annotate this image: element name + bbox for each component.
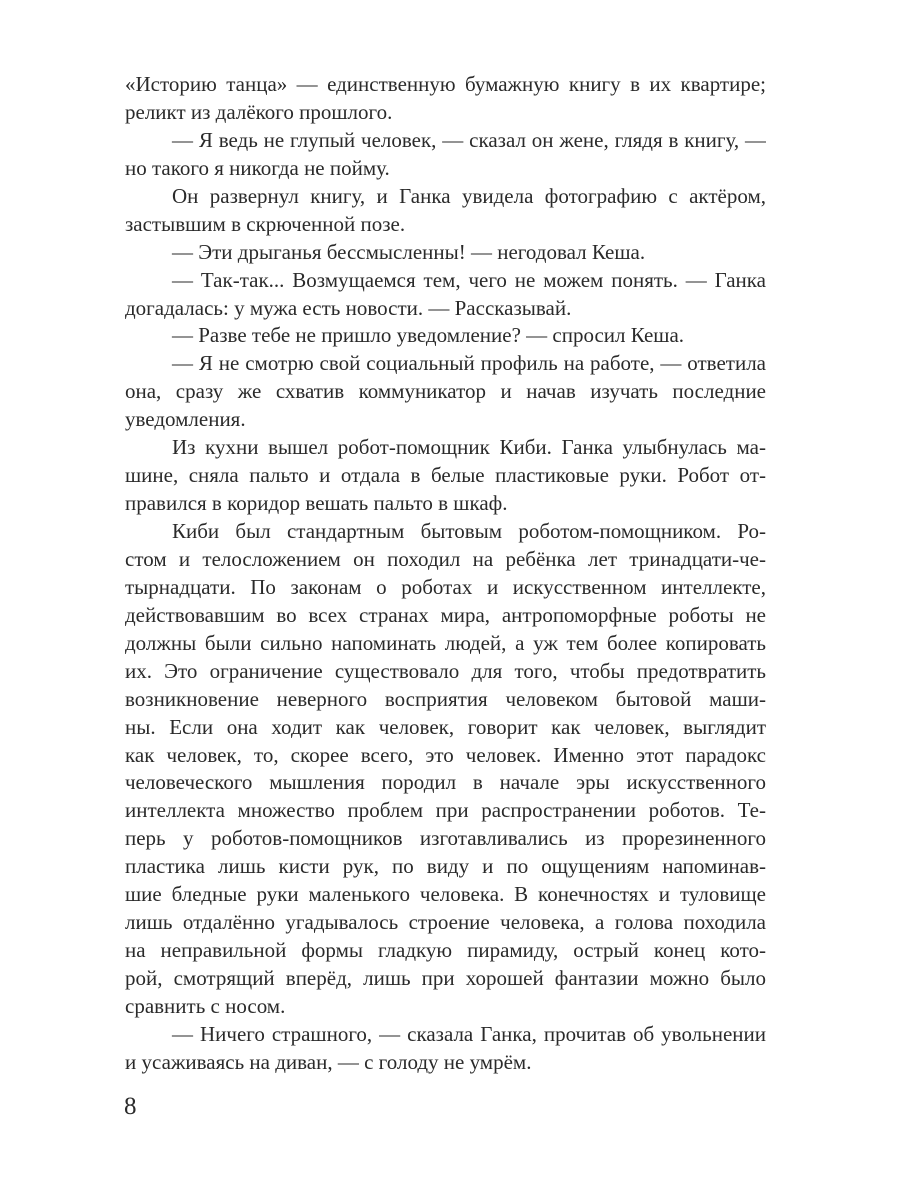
text-line: шине, сняла пальто и отдала в белые пластиковые руки. Робот от- [125,463,766,488]
text-line: — Разве тебе не пришло уведомление? — спросил Кеша. [172,323,685,348]
text-line: перь у роботов-помощников изготавливались из прорезиненного [125,826,766,851]
text-line: лишь отдалённо угадывалось строение человека, а голова походила [125,910,766,935]
text-line: реликт из далёкого прошлого. [125,99,393,124]
text-line: — Я ведь не глупый человек, — сказал он жене, глядя в книгу, — [172,127,766,152]
text-line: действовавшим во всех странах мира, антропоморфные роботы не [125,602,766,627]
text-line: сравнить с носом. [125,993,286,1018]
text-line: их. Это ограничение существовало для того, чтобы предотвратить [125,658,766,683]
text-line: как человек, то, скорее всего, это человек. Именно этот парадокс [125,742,766,767]
text-line: застывшим в скрюченной позе. [125,211,406,236]
text-line: «Историю танца» — единственную бумажную книгу в их квартире; [125,72,766,96]
text-line: Из кухни вышел робот-помощник Киби. Ганка улыбнулась ма- [172,435,766,460]
text-line: догадалась: у мужа есть новости. — Рассказывай. [125,295,572,320]
text-line: возникновение неверного восприятия человеком бытовой маши- [125,686,766,711]
text-line: — Так-так... Возмущаемся тем, чего не можем понять. — Ганка [172,267,766,292]
text-line: — Я не смотрю свой социальный профиль на работе, — ответила [172,351,766,376]
text-line: но такого я никогда не пойму. [125,155,390,180]
text-line: шие бледные руки маленького человека. В конечностях и туловище [125,882,766,907]
text-line: уведомления. [125,407,246,432]
text-line: должны были сильно напоминать людей, а уж тем более копировать [125,630,766,655]
text-line: тырнадцати. По законам о роботах и искусственном интеллекте, [125,574,766,599]
text-line: на неправильной формы гладкую пирамиду, острый конец кото- [125,938,766,963]
text-line: — Эти дрыганья бессмысленны! — негодовал Кеша. [172,239,646,264]
text-line: интеллекта множество проблем при распространении роботов. Те- [125,798,766,823]
page-body-text [125,71,766,1077]
page-number: 8 [124,1093,137,1120]
text-line: и усаживаясь на диван, — с голоду не умрём. [125,1049,532,1074]
text-line: правился в коридор вешать пальто в шкаф. [125,491,508,516]
text-line: — Ничего страшного, — сказала Ганка, прочитав об увольнении [172,1021,766,1046]
text-line: рой, смотрящий вперёд, лишь при хорошей фантазии можно было [125,966,766,990]
text-line: Он развернул книгу, и Ганка увидела фотографию с актёром, [172,183,766,208]
text-line: Киби был стандартным бытовым роботом-помощником. Ро- [172,519,766,543]
text-line: она, сразу же схватив коммуникатор и начав изучать последние [125,379,766,404]
text-line: стом и телосложением он походил на ребёнка лет тринадцати-че- [125,546,766,571]
text-line: ны. Если она ходит как человек, говорит как человек, выглядит [125,714,766,739]
text-line: пластика лишь кисти рук, по виду и по ощущениям напоминав- [125,854,766,879]
text-line: человеческого мышления породил в начале эры искусственного [125,770,766,795]
